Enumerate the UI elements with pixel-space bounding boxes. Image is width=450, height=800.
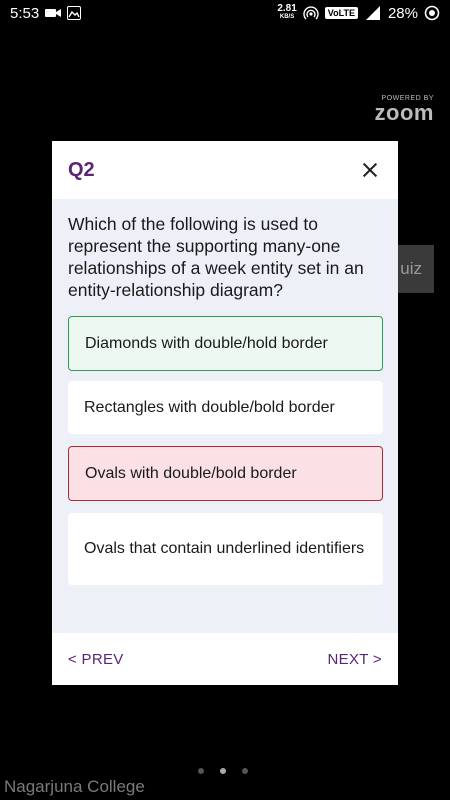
status-bar: [0, 0, 450, 26]
status-bar-left: [10, 5, 81, 22]
network-speed: [277, 5, 296, 21]
battery-saver-icon: [424, 5, 440, 21]
page-indicator: [198, 768, 248, 774]
hotspot-icon: [303, 6, 319, 20]
dialog-header: [52, 141, 398, 199]
network-speed-value: 2.81: [277, 3, 297, 14]
dialog-footer: [52, 633, 398, 685]
next-button[interactable]: NEXT >: [327, 650, 382, 668]
page-dot-active[interactable]: [220, 768, 226, 774]
page-dot[interactable]: [242, 768, 248, 774]
volte-badge: VoLTE: [325, 7, 358, 19]
background-quiz-button: uiz: [380, 245, 434, 293]
clock-time: 5:53: [10, 4, 40, 22]
zoom-powered-by: POWERED BY: [381, 95, 434, 102]
signal-icon: [364, 6, 382, 20]
quiz-dialog: [52, 141, 398, 685]
close-icon[interactable]: [358, 158, 382, 182]
answer-option-d[interactable]: [68, 513, 383, 585]
answer-option-label: Ovals that contain underlined identifiers: [84, 540, 365, 557]
network-speed-unit: KB/S: [279, 14, 295, 20]
answer-option-label: Rectangles with double/bold border: [84, 398, 335, 416]
battery-percent: 28%: [387, 4, 418, 22]
meeting-participant-name: Nagarjuna College: [4, 777, 145, 796]
video-camera-icon: [45, 7, 61, 19]
answer-option-b[interactable]: [68, 381, 383, 434]
page-dot[interactable]: [198, 768, 204, 774]
prev-button[interactable]: < PREV: [68, 650, 124, 668]
zoom-logo: zoom: [374, 100, 434, 125]
answer-option-label: Diamonds with double/hold border: [85, 334, 328, 352]
answer-option-label: Ovals with double/bold border: [85, 464, 297, 482]
answer-option-c[interactable]: [68, 446, 383, 501]
question-number: Q2: [68, 158, 95, 181]
answer-option-a[interactable]: [68, 316, 383, 371]
status-bar-right: [277, 5, 440, 22]
question-text: Which of the following is used to represent the supporting many-one relationships of a week entity set in an entity-relationship diagram?: [68, 214, 364, 300]
zoom-watermark: [375, 95, 434, 126]
gallery-icon: [67, 6, 81, 20]
